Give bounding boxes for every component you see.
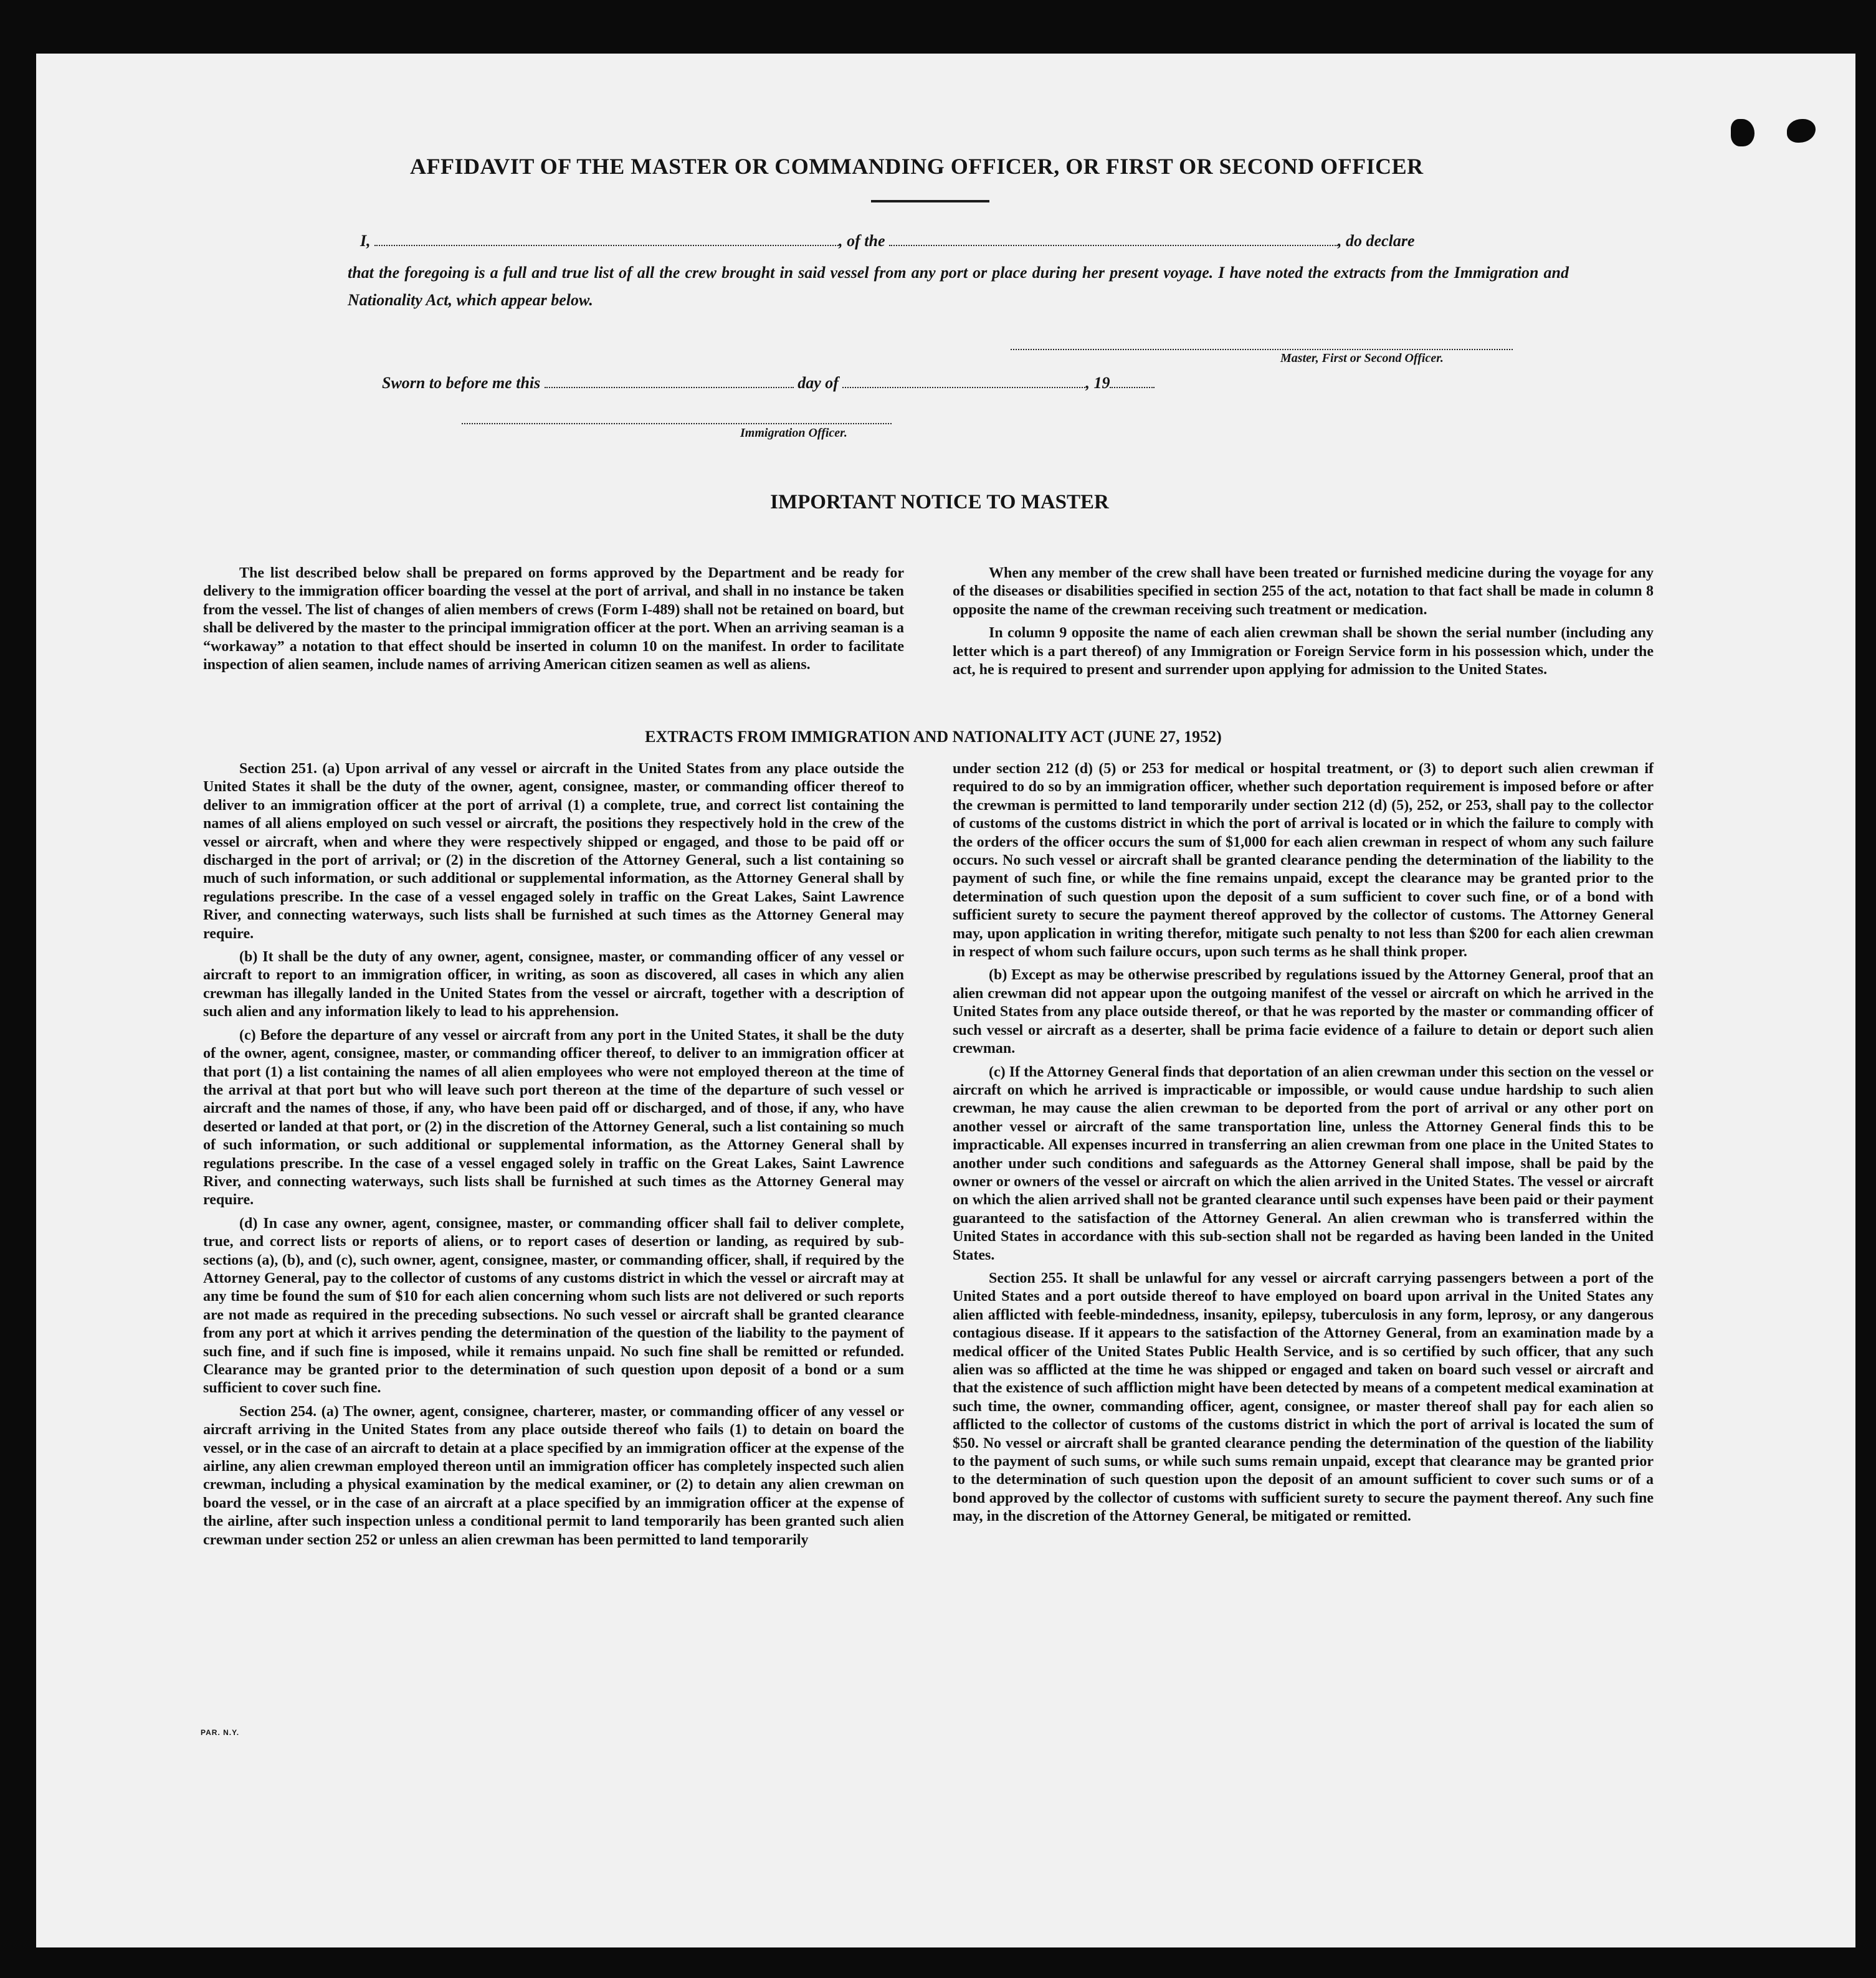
declaration-body: that the foregoing is a full and true list of all the crew brought in said vessel from any port or place during her present voyage. I have noted the extracts from the Immigration and Nationality Act, which appear below. xyxy=(348,264,1569,309)
section-paragraph: (b) It shall be the duty of any owner, agent, consignee, master, or commanding officer of any vessel or aircraft to report to an immigration officer, in writing, as soon as discovered, all cases in which any alien crewman has illegally landed in the United States from the vessel or aircraft, together with a description of such alien and any information likely to lead to his apprehension. xyxy=(203,949,904,1020)
notice-title: IMPORTANT NOTICE TO MASTER xyxy=(770,491,1109,513)
sworn-line xyxy=(382,374,1155,392)
declaration-i: I, xyxy=(360,232,371,250)
sworn-year-prefix: , 19 xyxy=(1085,374,1110,392)
declaration-do-declare: , do declare xyxy=(1338,232,1415,250)
vessel-fill-line[interactable] xyxy=(889,234,1338,246)
printer-mark: PAR. N.Y. xyxy=(201,1728,240,1737)
notice-paragraph: The list described below shall be prepared on forms approved by the Department and be ready for delivery to the immigration officer boarding the vessel at the port of arrival, and shall in no instance be taken from the vessel. The list of changes of alien members of crews (Form I-489) shall not be retained on board, but shall be delivered by the master to the principal immigration officer at the port. When an arriving seaman is a “workaway” a notation to that effect should be inserted in column 10 on the manifest. In order to facilitate inspection of alien seamen, include names of arriving American citizen seamen as well as aliens. xyxy=(203,565,904,673)
sworn-day-fill-line[interactable] xyxy=(545,376,794,388)
section-paragraph: under section 212 (d) (5) or 253 for medical or hospital treatment, or (3) to deport such alien crewman if required to do so by an immigration officer, whether such deportation requirement is imposed before or after the crewman is permitted to land temporarily under section 212 (d) (5), 252, or 253, shall pay to the collector of customs of the customs district in which the port of arrival is located or in which the failure to comply with the orders of the officer occurs the sum of $1,000 for each alien crewman in respect of whom any such failure occurs. No such vessel or aircraft shall be granted clearance pending the determination of the liability to the payment of such fine, or while the fine remains unpaid, except the clearance may be granted prior to the determination of such question upon the deposit of a sum sufficient to cover such fine, or of a bond with sufficient surety to secure the payment thereof approved by the collector of customs. The Attorney General may, upon application in writing therefor, mitigate such penalty to not less than $200 for each alien crewman in respect of whom such failure occurs, upon such terms as he shall think proper. xyxy=(953,761,1654,961)
declaration-of-the: , of the xyxy=(839,232,885,250)
notice-right-column xyxy=(953,564,1654,684)
notice-paragraph: In column 9 opposite the name of each alien crewman shall be shown the serial number (including any letter which is a part thereof) of any Immigration or Foreign Service form in his possession which, under the act, he is required to present and surrender upon applying for admission to the United States. xyxy=(953,625,1654,678)
sworn-day-of: day of xyxy=(798,374,839,392)
declaration-line xyxy=(360,232,1414,250)
sworn-year-fill-line[interactable] xyxy=(1110,376,1155,388)
extracts-right-column xyxy=(953,760,1654,1531)
notice-paragraph: When any member of the crew shall have been treated or furnished medicine during the voyage for any of the diseases or disabilities specified in section 255 of the act, notation to that fact shall be made in column 8 opposite the name of the crewman receiving such treatment or medication. xyxy=(953,565,1654,618)
document-page xyxy=(36,54,1855,1947)
punch-hole xyxy=(1787,119,1816,143)
name-fill-line[interactable] xyxy=(374,234,839,246)
extracts-title: EXTRACTS FROM IMMIGRATION AND NATIONALITY ACT (JUNE 27, 1952) xyxy=(645,728,1222,746)
section-paragraph: (b) Except as may be otherwise prescribed by regulations issued by the Attorney General, proof that an alien crewman did not appear upon the outgoing manifest of the vessel or aircraft on which he arrived in the United States from any place outside thereof, or that he was reported by the master or commanding officer of such vessel or aircraft as a deserter, shall be prima facie evidence of a failure to detain or deport such alien crewman. xyxy=(953,967,1654,1057)
punch-holes xyxy=(1731,119,1831,156)
section-paragraph: Section 251. (a) Upon arrival of any vessel or aircraft in the United States from any place outside the United States it shall be the duty of the owner, agent, consignee, master, or commanding officer thereof to deliver to an immigration officer at the port of arrival (1) a complete, true, and correct list containing the names of all aliens employed on such vessel or aircraft, the positions they respectively hold in the crew of the vessel or aircraft, when and where they were respectively shipped or engaged, and those to be paid off or discharged in the port of arrival; or (2) in the discretion of the Attorney General, such a list containing so much of such information, or such additional or supplemental information, as the Attorney General shall by regulations prescribe. In the case of a vessel engaged solely in traffic on the Great Lakes, Saint Lawrence River, and connecting waterways, such lists shall be furnished at such times as the Attorney General may require. xyxy=(203,761,904,942)
affidavit-title: AFFIDAVIT OF THE MASTER OR COMMANDING OFFICER, OR FIRST OR SECOND OFFICER xyxy=(410,154,1424,179)
sworn-text: Sworn to before me this xyxy=(382,374,541,392)
master-signature-line[interactable] xyxy=(1011,349,1513,350)
section-paragraph: Section 254. (a) The owner, agent, consignee, charterer, master, or commanding officer of any vessel or aircraft arriving in the United States from any place outside thereof who fails (1) to detain on board the vessel, or in the case of an aircraft to detain at a place specified by an immigration officer at the expense of the airline, any alien crewman employed thereon until an immigration officer has completely inspected such alien crewman, including a physical examination by the medical examiner, or (2) to detain any alien crewman on board the vessel, or in the case of an aircraft at a place specified by an immigration officer at the expense of the airline, after such inspection unless a conditional permit to land temporarily has been granted such alien crewman under section 252 or unless an alien crewman has been permitted to land temporarily xyxy=(203,1403,904,1548)
section-paragraph: (c) If the Attorney General finds that deportation of an alien crewman under this section on the vessel or aircraft on which he arrived is impracticable or impossible, or would cause undue hardship to such alien crewman, he may cause the alien crewman to be deported from the port of arrival or any other port on another vessel or aircraft of the same transportation line, unless the Attorney General finds this to be impracticable. All expenses incurred in transferring an alien crewman from one place in the United States to another under such conditions and safeguards as the Attorney General shall impose, shall be paid by the owner or owners of the vessel or aircraft on which the alien arrived in the United States. The vessel or aircraft on which the alien arrived shall not be granted clearance until such expenses have been paid or their payment guaranteed to the satisfaction of the Attorney General. An alien crewman who is transferred within the United States in accordance with this sub-section shall not be regarded as having been landed in the United States. xyxy=(953,1063,1654,1263)
notice-left-column xyxy=(203,564,904,679)
section-paragraph: (c) Before the departure of any vessel or aircraft from any port in the United States, it shall be the duty of the owner, agent, consignee, master, or commanding officer thereof, to deliver to an immigration officer at that port (1) a list containing the names of all alien employees who were not employed thereon at the time of the arrival at that port but who will leave such port thereon at the time of the departure of such vessel or aircraft and the names of those, if any, who have been paid off or discharged, and of those, if any, who have deserted or landed at that port, or (2) in the discretion of the Attorney General, such a list containing so much of such information, or such additional or supplemental information, as the Attorney General shall by regulations prescribe. In the case of a vessel engaged solely in traffic on the Great Lakes, Saint Lawrence River, and connecting waterways, such lists shall be furnished at such times as the Attorney General may require. xyxy=(203,1027,904,1209)
immigration-officer-signature-line[interactable] xyxy=(462,423,892,424)
section-paragraph: (d) In case any owner, agent, consignee, master, or commanding officer shall fail to deliver complete, true, and correct lists or reports of aliens, or to report cases of desertion or landing, as required by sub-sections (a), (b), and (c), such owner, agent, consignee, master, or commanding officer, shall, if required by the Attorney General, pay to the collector of customs of any customs district in which the vessel or aircraft may at any time be found the sum of $10 for each alien concerning whom such lists are not delivered or such reports are not made as required in the preceding subsections. No such vessel or aircraft shall be granted clearance from any port at which it arrives pending the determination of the question of the liability to the payment of such fine, and if such fine is imposed, while it remains unpaid. No such fine shall be remitted or refunded. Clearance may be granted prior to the determination of such question upon deposit of a bond or a sum sufficient to cover such fine. xyxy=(203,1215,904,1397)
sworn-month-fill-line[interactable] xyxy=(842,376,1085,388)
master-signature-label: Master, First or Second Officer. xyxy=(1280,351,1444,365)
title-underline xyxy=(871,200,989,202)
immigration-officer-label: Immigration Officer. xyxy=(740,426,847,440)
extracts-left-column xyxy=(203,760,904,1554)
section-paragraph: Section 255. It shall be unlawful for any vessel or aircraft carrying passengers between a port of the United States and a port outside thereof to have employed on board upon arrival in the United States any alien afflicted with feeble-mindedness, insanity, epilepsy, tuberculosis in any form, leprosy, or any dangerous contagious disease. If it appears to the satisfaction of the Attorney General, from an examination made by a medical officer of the United States Public Health Service, and is so certified by such officer, that any such alien was so afflicted at the time he was shipped or engaged and taken on board such vessel or aircraft and that the existence of such affliction might have been detected by means of a competent medical examination at such time, the owner, commanding officer, agent, consignee, or master thereof shall pay for each alien so afflicted to the collector of customs of the customs district in which the port of arrival is located the sum of $50. No vessel or aircraft shall be granted clearance pending the determination of the question of the liability to the payment of such sums, or while such sums remain unpaid, except that clearance may be granted prior to the determination of such question upon the deposit of an amount sufficient to cover such sums or of a bond approved by the collector of customs with sufficient surety to secure the payment thereof. Any such fine may, in the discretion of the Attorney General, be mitigated or remitted. xyxy=(953,1270,1654,1525)
punch-hole xyxy=(1731,119,1755,146)
